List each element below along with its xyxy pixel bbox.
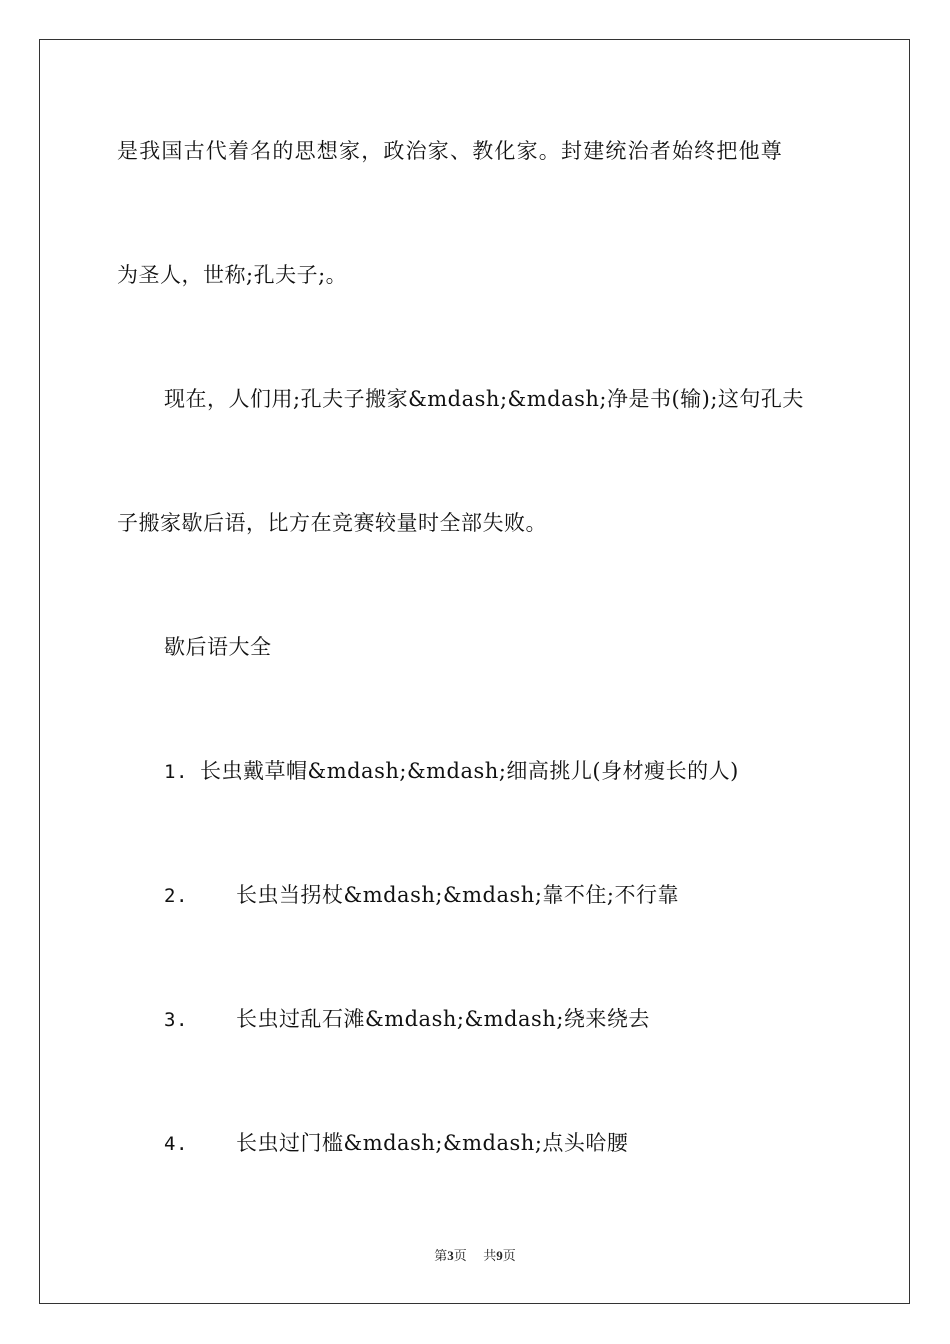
list-item-number: 2. <box>164 885 188 907</box>
section-heading: 歇后语大全 <box>164 635 272 659</box>
list-item-text: 长虫戴草帽&mdash;&mdash;细高挑儿(身材瘦长的人) <box>200 759 739 783</box>
list-item-text: 长虫当拐杖&mdash;&mdash;靠不住;不行靠 <box>236 883 679 907</box>
list-item <box>164 1129 628 1158</box>
list-item-number: 3. <box>164 1009 188 1031</box>
list-item-number: 4. <box>164 1133 188 1155</box>
list-item <box>164 1005 650 1034</box>
footer-current-page: 3 <box>447 1248 454 1263</box>
page-footer <box>0 1247 950 1266</box>
list-item <box>164 757 739 786</box>
page-border <box>39 39 910 1304</box>
footer-page-prefix: 第 <box>434 1249 448 1264</box>
list-item-text: 长虫过门槛&mdash;&mdash;点头哈腰 <box>236 1131 629 1155</box>
footer-total-prefix: 共 <box>483 1249 497 1264</box>
footer-total-suffix: 页 <box>502 1249 516 1264</box>
body-paragraph-line: 现在，人们用;孔夫子搬家&mdash;&mdash;净是书(输);这句孔夫 <box>164 387 804 411</box>
body-paragraph-line: 为圣人，世称;孔夫子;。 <box>117 263 348 287</box>
list-item <box>164 881 679 910</box>
body-paragraph-line: 子搬家歇后语，比方在竞赛较量时全部失败。 <box>117 511 547 535</box>
list-item-number: 1. <box>164 761 188 783</box>
footer-page-suffix: 页 <box>453 1249 467 1264</box>
body-paragraph-line: 是我国古代着名的思想家，政治家、教化家。封建统治者始终把他尊 <box>117 139 783 163</box>
list-item-text: 长虫过乱石滩&mdash;&mdash;绕来绕去 <box>236 1007 650 1031</box>
footer-total-pages: 9 <box>496 1248 503 1263</box>
